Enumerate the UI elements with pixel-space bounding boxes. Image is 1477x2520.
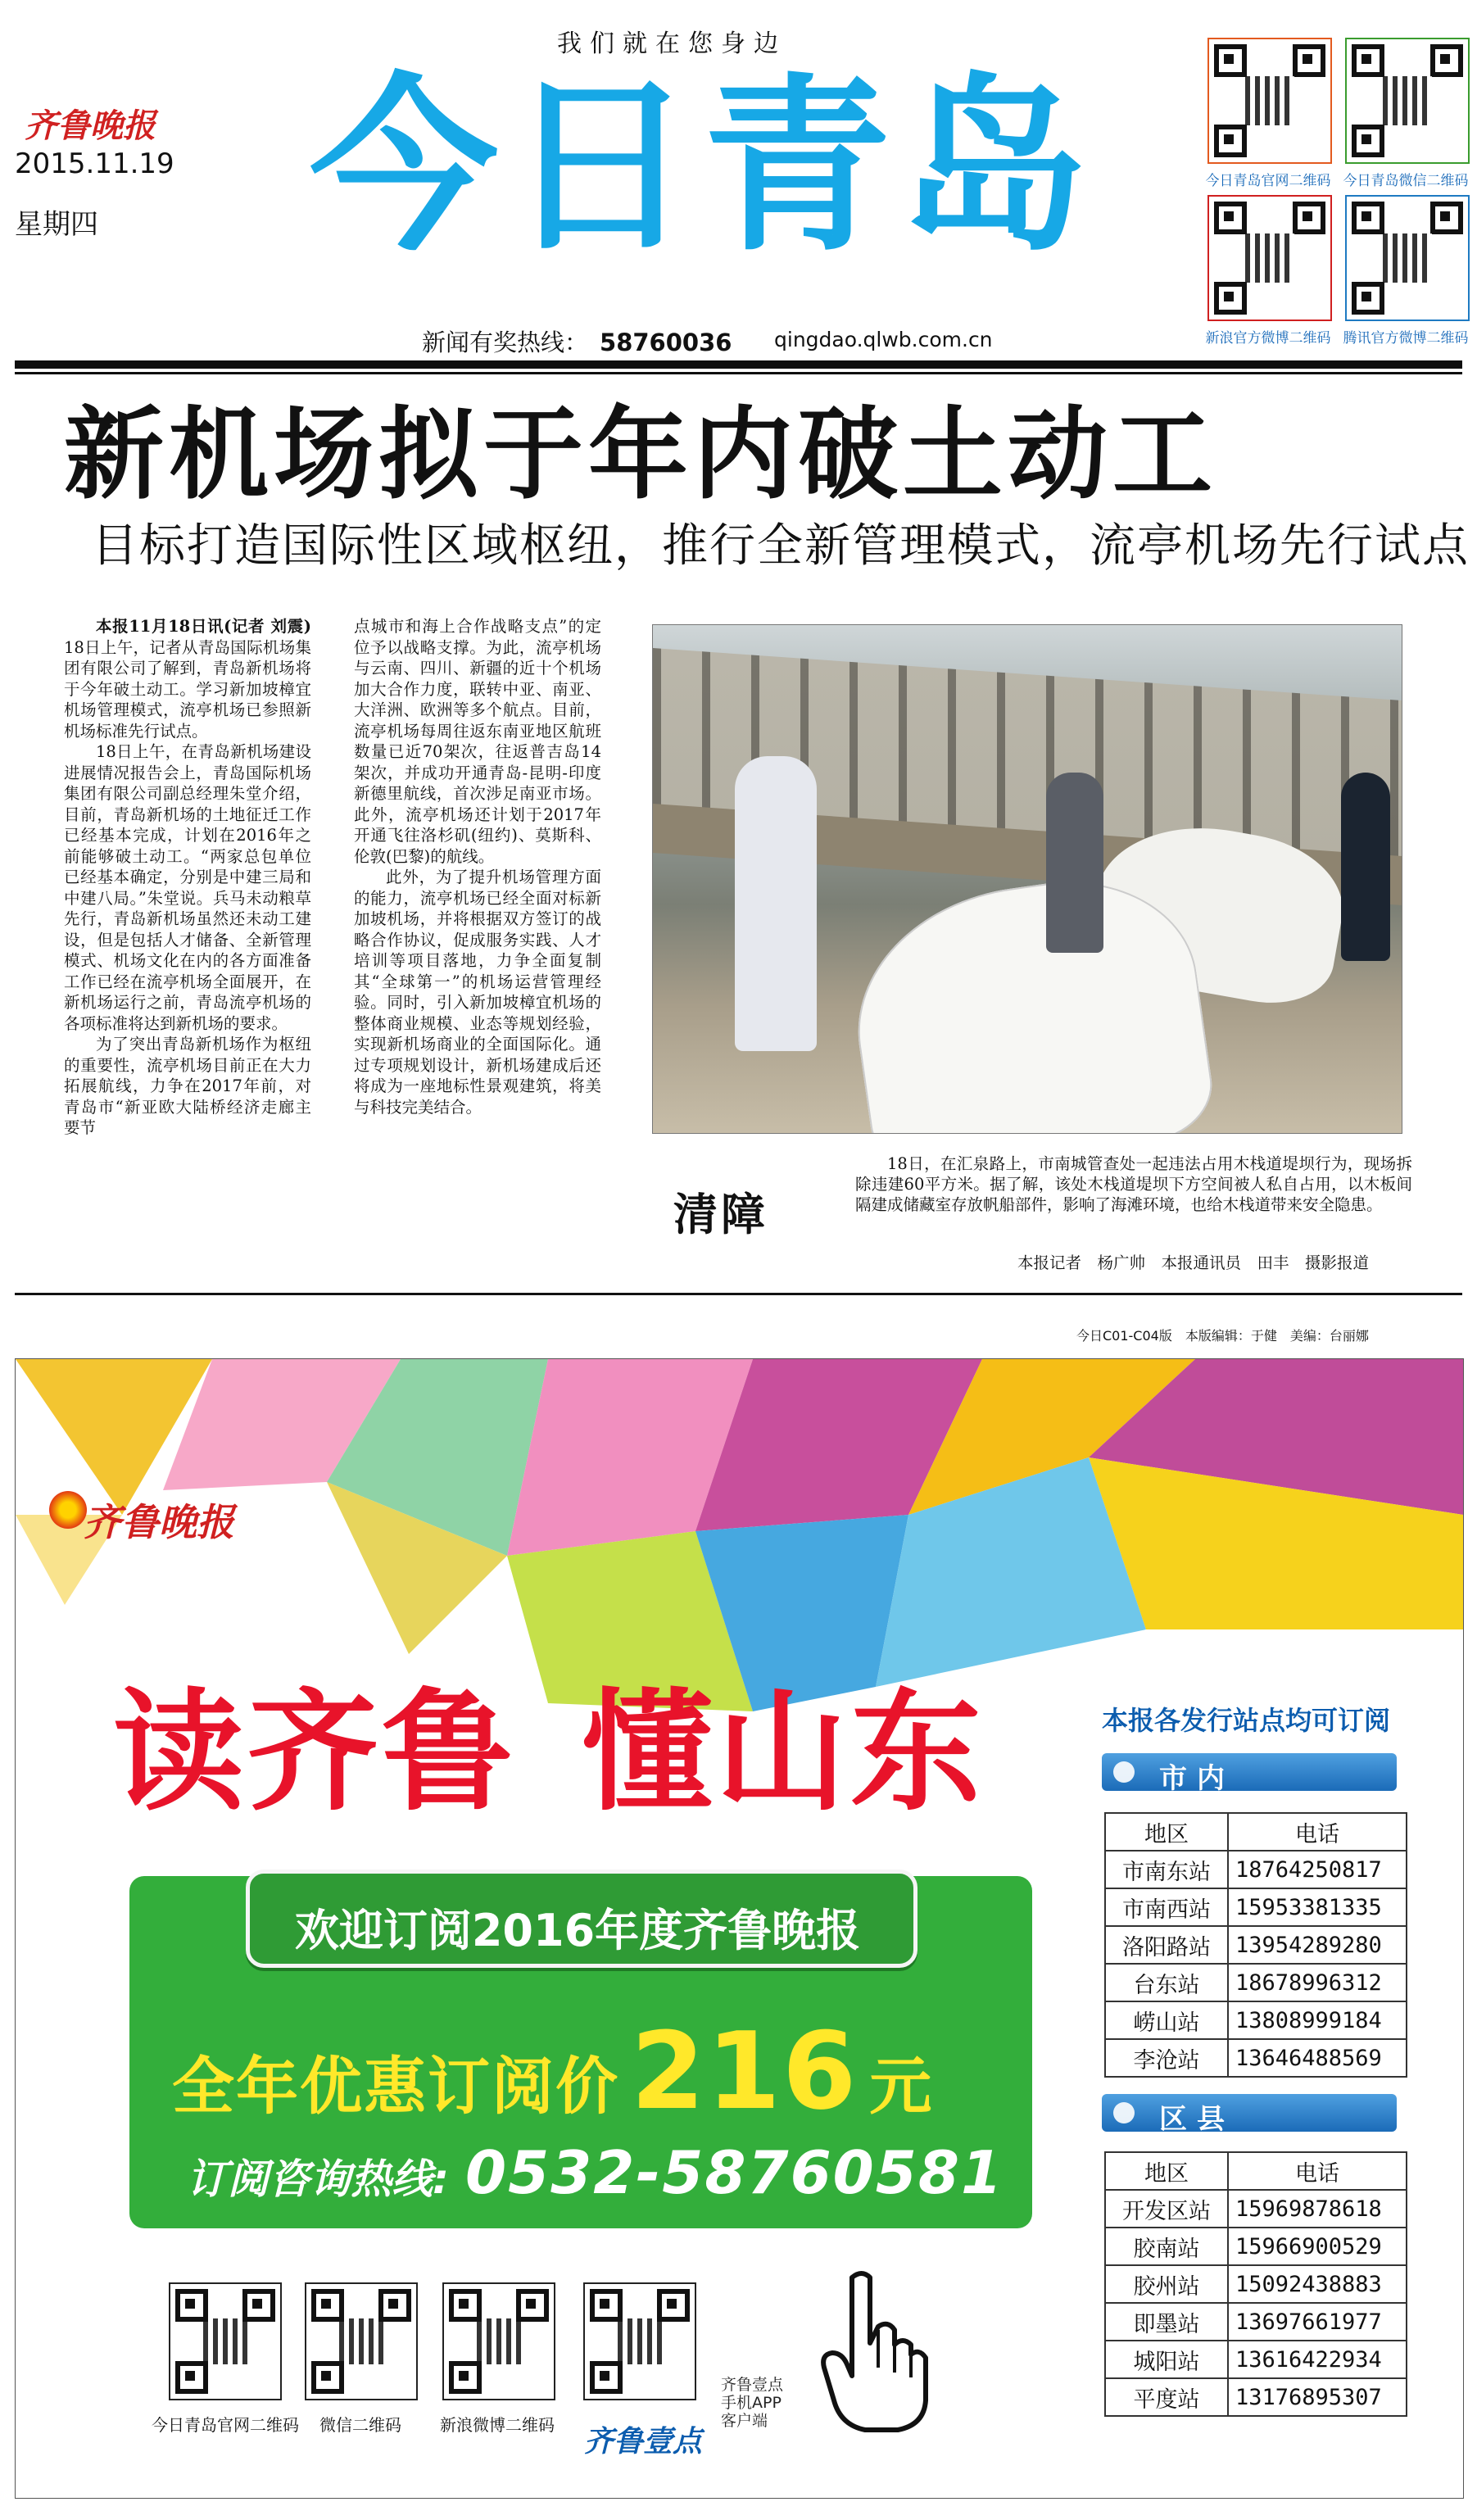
qr-code-icon[interactable] — [305, 2282, 418, 2400]
county-stations-table — [1104, 2151, 1407, 2417]
pointing-hand-icon — [819, 2269, 934, 2433]
station-phone: 15092438883 — [1228, 2265, 1407, 2303]
qr-label: 今日青岛官网二维码 — [152, 2415, 299, 2435]
ad-slogan-1: 读齐鲁 — [113, 1675, 517, 1829]
qr-label: 今日青岛微信二维码 — [1343, 173, 1469, 189]
paragraph: 18日上午，在青岛新机场建设进展情况报告会上，青岛国际机场集团有限公司副总经理朱堂介绍，目前，青岛新机场的土地征迁工作已经基本完成，计划在2016年之前能够破土动工。“两家总包单位已经基本确定，分别是中建三局和中建八局。”朱堂说。兵马未动粮草先行，青岛新机场虽然还未动工建设，但是包括人才储备、全新管理模式、机场文化在内的各方面准备工作已经在流亭机场全面展开，在新机场运行之前，青岛流亭机场的各项标准将达到新机场的要求。 — [64, 742, 311, 1033]
paragraph: 18日上午，记者从青岛国际机场集团有限公司了解到，青岛新机场将于今年破土动工。学习新加坡樟宜机场管理模式，流亭机场已参照新机场标准先行试点。 — [64, 637, 311, 741]
price-label: 全年优惠订阅价 — [172, 2050, 619, 2123]
table-header-phone: 电话 — [1228, 2152, 1407, 2190]
qr-label: 微信二维码 — [319, 2415, 401, 2435]
newspaper-logo-icon — [49, 1491, 87, 1529]
station-phone: 13646488569 — [1228, 2039, 1407, 2077]
city-section-bar — [1102, 1753, 1397, 1795]
price-unit: 元 — [869, 2050, 934, 2123]
station-name: 洛阳路站 — [1105, 1926, 1228, 1964]
section-divider — [15, 1293, 1462, 1295]
station-name: 胶州站 — [1105, 2265, 1228, 2303]
subscribe-note: 本报各发行站点均可订阅 — [1102, 1705, 1391, 1736]
qr-code-icon[interactable] — [1345, 38, 1470, 164]
qr-code-icon[interactable] — [583, 2282, 696, 2400]
byline: 本报11月18日讯(记者 刘震) — [96, 617, 311, 636]
photo-credit: 本报记者 杨广帅 本报通讯员 田丰 摄影报道 — [1017, 1253, 1370, 1272]
station-phone: 15969878618 — [1228, 2190, 1407, 2228]
table-row — [1105, 1888, 1407, 1926]
article-column-1 — [64, 616, 311, 1139]
table-row — [1105, 2265, 1407, 2303]
table-row — [1105, 1926, 1407, 1964]
headline: 新机场拟于年内破土动工 — [64, 397, 1217, 513]
news-hotline — [422, 324, 732, 358]
price-value: 216 — [631, 2009, 859, 2133]
station-name: 市南东站 — [1105, 1851, 1228, 1888]
station-name: 平度站 — [1105, 2378, 1228, 2416]
station-phone: 15953381335 — [1228, 1888, 1407, 1926]
brand-logo: 齐鲁晚报 — [25, 107, 156, 145]
table-row — [1105, 1964, 1407, 2001]
qr-code-icon[interactable] — [1207, 38, 1332, 164]
paragraph: 此外，为了提升机场管理方面的能力，流亭机场已经全面对标新加坡机场，并将根据双方签订的战略合作协议，促成服务实践、人才培训等项目落地，力争全面复制其“全球第一”的机场运营管理经验。同时，引入新加坡樟宜机场的整体商业规模、业态等规划经验，实现新机场商业的全面国际化。通过专项规划设计，新机场建成后还将成为一座地标性景观建筑，将美与科技完美结合。 — [354, 868, 601, 1117]
table-header-area: 地区 — [1105, 2152, 1228, 2190]
app-label-line: 手机APP — [721, 2394, 782, 2412]
hotline-number: 58760036 — [600, 329, 732, 356]
station-phone: 13616422934 — [1228, 2341, 1407, 2378]
ad-slogan-2: 懂山东 — [582, 1675, 985, 1829]
qr-code-icon[interactable] — [442, 2282, 555, 2400]
issue-weekday: 星期四 — [15, 208, 98, 241]
station-phone: 13697661977 — [1228, 2303, 1407, 2341]
table-row — [1105, 2001, 1407, 2039]
qr-label: 腾讯官方微博二维码 — [1343, 330, 1469, 347]
table-row — [1105, 2228, 1407, 2265]
photo-caption: 18日，在汇泉路上，市南城管查处一起违法占用木栈道堤坝行为，现场拆除违建60平方米。据了解，该处木栈道堤坝下方空间被人私自占用，以木板间隔建成储藏室存放帆船部件，影响了海滩环境，也给木栈道带来安全隐患。 — [855, 1154, 1412, 1214]
page-title: 今日青岛 — [310, 58, 1097, 277]
table-row — [1105, 2039, 1407, 2077]
ad-logo: 齐鲁晚报 — [84, 1500, 234, 1544]
welcome-text: 欢迎订阅2016年度齐鲁晚报 — [294, 1905, 861, 1956]
paragraph: 为了突出青岛新机场作为枢纽的重要性，流亭机场目前正在大力拓展航线，力争在2017年前，对青岛市“新亚欧大陆桥经济走廊主要节 — [64, 1035, 311, 1137]
station-phone: 13808999184 — [1228, 2001, 1407, 2039]
station-name: 台东站 — [1105, 1964, 1228, 2001]
hotline-label: 新闻有奖热线： — [422, 329, 589, 356]
table-row — [1105, 2341, 1407, 2378]
masthead-slogan: 我们就在您身边 — [557, 29, 786, 58]
station-name: 李沧站 — [1105, 2039, 1228, 2077]
article-column-2 — [354, 616, 601, 1117]
website-link[interactable]: qingdao.qlwb.com.cn — [774, 328, 993, 351]
county-label: 区县 — [1159, 2103, 1235, 2136]
station-phone: 13954289280 — [1228, 1926, 1407, 1964]
masthead-rule — [15, 360, 1462, 369]
subscription-hotline — [187, 2138, 1004, 2207]
station-name: 城阳站 — [1105, 2341, 1228, 2378]
city-label: 市内 — [1159, 1762, 1235, 1795]
paragraph: 点城市和海上合作战略支点”的定位予以战略支撑。为此，流亭机场与云南、四川、新疆的近十个机场加大合作力度，联转中亚、南亚、大洋洲、欧洲等多个航点。目前，流亭机场每周往返东南亚地区航班数量已近70架次，往返普吉岛14架次，并成功开通青岛-昆明-印度新德里航线，首次涉足南亚市场。此外，流亭机场还计划于2017年开通飞往洛杉矶(纽约)、莫斯科、伦敦(巴黎)的航线。 — [354, 617, 601, 866]
qr-code-icon[interactable] — [169, 2282, 282, 2400]
qr-label: 今日青岛官网二维码 — [1205, 173, 1331, 189]
station-phone: 15966900529 — [1228, 2228, 1407, 2265]
hotline-label: 订阅咨询热线: — [187, 2155, 449, 2203]
qr-code-icon[interactable] — [1345, 195, 1470, 321]
edition-info: 今日C01-C04版 本版编辑：于健 美编：台丽娜 — [1076, 1328, 1369, 1344]
app-label-line: 齐鲁壹点 — [721, 2376, 784, 2394]
table-header-area: 地区 — [1105, 1813, 1228, 1851]
table-header-phone: 电话 — [1228, 1813, 1407, 1851]
issue-date: 2015.11.19 — [15, 147, 174, 180]
station-name: 崂山站 — [1105, 2001, 1228, 2039]
table-row — [1105, 2190, 1407, 2228]
table-row — [1105, 2378, 1407, 2416]
station-name: 开发区站 — [1105, 2190, 1228, 2228]
station-phone: 18764250817 — [1228, 1851, 1407, 1888]
qr-label: 新浪微博二维码 — [440, 2415, 555, 2435]
city-stations-table — [1104, 1812, 1407, 2078]
subheadline: 目标打造国际性区域枢纽，推行全新管理模式，流亭机场先行试点 — [92, 519, 1470, 573]
table-row — [1105, 1851, 1407, 1888]
station-name: 市南西站 — [1105, 1888, 1228, 1926]
masthead-rule-thin — [15, 372, 1462, 374]
price-line — [172, 2009, 933, 2133]
qr-label: 新浪官方微博二维码 — [1205, 330, 1331, 347]
app-label — [721, 2376, 783, 2430]
station-name: 胶南站 — [1105, 2228, 1228, 2265]
county-section-bar — [1102, 2094, 1397, 2136]
station-name: 即墨站 — [1105, 2303, 1228, 2341]
qr-code-icon[interactable] — [1207, 195, 1332, 321]
app-name: 齐鲁壹点 — [584, 2425, 703, 2459]
station-phone: 13176895307 — [1228, 2378, 1407, 2416]
news-photo — [652, 624, 1402, 1134]
ad-slogan — [113, 1647, 985, 1835]
hotline-number: 0532-58760581 — [465, 2138, 1004, 2207]
table-row — [1105, 2303, 1407, 2341]
app-label-line: 客户端 — [721, 2412, 768, 2430]
photo-title: 清障 — [673, 1189, 768, 1240]
station-phone: 18678996312 — [1228, 1964, 1407, 2001]
